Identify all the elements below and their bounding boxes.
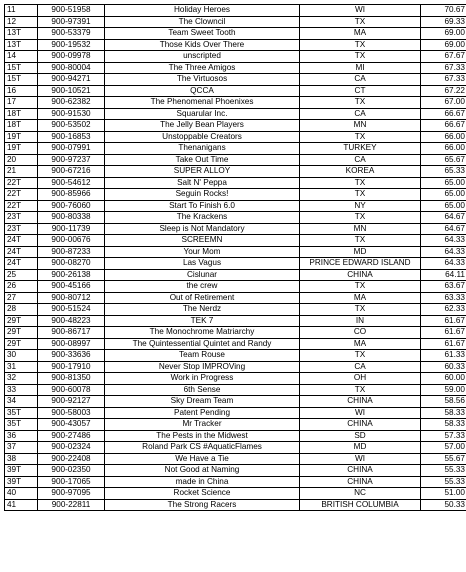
rank-cell: 40 [5,488,38,500]
results-table [4,4,466,511]
table-row [5,166,466,178]
table-row [5,407,466,419]
team-id-cell: 900-51958 [38,5,105,17]
team-id-cell: 900-54612 [38,177,105,189]
region-cell: KOREA [300,166,421,178]
team-name-cell: made in China [105,476,300,488]
team-name-cell: The Clowncil [105,16,300,28]
table-row [5,200,466,212]
rank-cell: 39T [5,465,38,477]
rank-cell: 37 [5,442,38,454]
team-name-cell: Seguin Rocks! [105,189,300,201]
region-cell: TX [300,384,421,396]
table-row [5,419,466,431]
region-cell: TX [300,281,421,293]
score-cell: 67.33 [421,74,466,86]
table-row [5,350,466,362]
score-cell: 69.33 [421,16,466,28]
score-cell: 65.33 [421,166,466,178]
team-id-cell: 900-08997 [38,338,105,350]
team-id-cell: 900-60078 [38,384,105,396]
team-name-cell: Mr Tracker [105,419,300,431]
score-cell: 64.33 [421,235,466,247]
team-id-cell: 900-02324 [38,442,105,454]
rank-cell: 22T [5,189,38,201]
score-cell: 58.33 [421,407,466,419]
team-name-cell: Never Stop IMPROVing [105,361,300,373]
team-id-cell: 900-43057 [38,419,105,431]
score-cell: 64.33 [421,246,466,258]
team-name-cell: The Monochrome Matriarchy [105,327,300,339]
team-name-cell: Start To Finish 6.0 [105,200,300,212]
team-id-cell: 900-10521 [38,85,105,97]
region-cell: NY [300,200,421,212]
team-id-cell: 900-51524 [38,304,105,316]
score-cell: 61.33 [421,350,466,362]
table-row [5,430,466,442]
team-name-cell: TEK 7 [105,315,300,327]
team-name-cell: Not Good at Naming [105,465,300,477]
score-cell: 59.00 [421,384,466,396]
team-name-cell: Squarular Inc. [105,108,300,120]
team-id-cell: 900-85966 [38,189,105,201]
rank-cell: 25 [5,269,38,281]
rank-cell: 23T [5,223,38,235]
team-id-cell: 900-87233 [38,246,105,258]
table-row [5,177,466,189]
region-cell: CA [300,108,421,120]
team-id-cell: 900-58003 [38,407,105,419]
region-cell: TX [300,235,421,247]
score-cell: 65.00 [421,189,466,201]
table-row [5,465,466,477]
team-name-cell: Team Rouse [105,350,300,362]
rank-cell: 35T [5,419,38,431]
score-cell: 65.67 [421,154,466,166]
region-cell: CA [300,154,421,166]
table-row [5,235,466,247]
table-row [5,453,466,465]
table-row [5,120,466,132]
table-row [5,97,466,109]
team-name-cell: The Phenomenal Phoenixes [105,97,300,109]
score-cell: 51.00 [421,488,466,500]
team-name-cell: SCREEMN [105,235,300,247]
results-table-body [5,5,466,511]
rank-cell: 27 [5,292,38,304]
table-row [5,258,466,270]
team-id-cell: 900-48223 [38,315,105,327]
team-name-cell: Rocket Science [105,488,300,500]
score-cell: 66.67 [421,108,466,120]
rank-cell: 30 [5,350,38,362]
rank-cell: 22T [5,200,38,212]
region-cell: MA [300,292,421,304]
team-id-cell: 900-92127 [38,396,105,408]
region-cell: CA [300,74,421,86]
table-row [5,442,466,454]
team-id-cell: 900-16853 [38,131,105,143]
region-cell: CT [300,85,421,97]
team-name-cell: The Krackens [105,212,300,224]
score-cell: 61.67 [421,338,466,350]
score-cell: 66.00 [421,143,466,155]
score-cell: 64.67 [421,223,466,235]
score-cell: 61.67 [421,315,466,327]
region-cell: SD [300,430,421,442]
team-id-cell: 900-19532 [38,39,105,51]
team-name-cell: Cislunar [105,269,300,281]
rank-cell: 21 [5,166,38,178]
team-name-cell: SUPER ALLOY [105,166,300,178]
score-cell: 63.33 [421,292,466,304]
rank-cell: 23T [5,212,38,224]
score-cell: 58.56 [421,396,466,408]
rank-cell: 22T [5,177,38,189]
table-row [5,189,466,201]
region-cell: TURKEY [300,143,421,155]
rank-cell: 24T [5,246,38,258]
region-cell: TX [300,131,421,143]
table-row [5,499,466,511]
region-cell: CHINA [300,269,421,281]
score-cell: 64.67 [421,212,466,224]
team-name-cell: 6th Sense [105,384,300,396]
team-name-cell: Unstoppable Creators [105,131,300,143]
rank-cell: 13T [5,39,38,51]
table-row [5,154,466,166]
table-row [5,85,466,97]
rank-cell: 33 [5,384,38,396]
team-name-cell: Holiday Heroes [105,5,300,17]
region-cell: WI [300,453,421,465]
rank-cell: 36 [5,430,38,442]
score-cell: 66.00 [421,131,466,143]
table-row [5,62,466,74]
team-name-cell: Take Out Time [105,154,300,166]
table-row [5,315,466,327]
team-name-cell: Patent Pending [105,407,300,419]
team-id-cell: 900-09978 [38,51,105,63]
rank-cell: 39T [5,476,38,488]
region-cell: MN [300,223,421,235]
team-name-cell: QCCA [105,85,300,97]
region-cell: TX [300,177,421,189]
table-row [5,304,466,316]
region-cell: TX [300,212,421,224]
region-cell: TX [300,39,421,51]
team-name-cell: The Strong Racers [105,499,300,511]
region-cell: MA [300,28,421,40]
rank-cell: 19T [5,143,38,155]
rank-cell: 16 [5,85,38,97]
rank-cell: 34 [5,396,38,408]
table-row [5,131,466,143]
region-cell: CA [300,361,421,373]
table-row [5,476,466,488]
rank-cell: 32 [5,373,38,385]
score-cell: 55.33 [421,476,466,488]
score-cell: 55.67 [421,453,466,465]
region-cell: WI [300,5,421,17]
table-row [5,384,466,396]
team-name-cell: Roland Park CS #AquaticFlames [105,442,300,454]
table-row [5,212,466,224]
rank-cell: 35T [5,407,38,419]
table-row [5,327,466,339]
team-id-cell: 900-17065 [38,476,105,488]
team-name-cell: Las Vagus [105,258,300,270]
score-cell: 65.00 [421,200,466,212]
rank-cell: 15T [5,62,38,74]
score-cell: 60.00 [421,373,466,385]
rank-cell: 24T [5,258,38,270]
score-cell: 66.67 [421,120,466,132]
team-name-cell: Thenanigans [105,143,300,155]
team-name-cell: Sky Dream Team [105,396,300,408]
team-name-cell: unscripted [105,51,300,63]
team-id-cell: 900-81350 [38,373,105,385]
region-cell: TX [300,16,421,28]
table-row [5,292,466,304]
score-cell: 62.33 [421,304,466,316]
team-id-cell: 900-17910 [38,361,105,373]
table-row [5,396,466,408]
region-cell: MD [300,442,421,454]
score-cell: 57.00 [421,442,466,454]
score-cell: 67.67 [421,51,466,63]
rank-cell: 24T [5,235,38,247]
score-cell: 67.33 [421,62,466,74]
region-cell: TX [300,51,421,63]
rank-cell: 11 [5,5,38,17]
score-cell: 67.00 [421,97,466,109]
table-row [5,361,466,373]
rank-cell: 29T [5,338,38,350]
team-id-cell: 900-86717 [38,327,105,339]
team-id-cell: 900-80712 [38,292,105,304]
team-id-cell: 900-91530 [38,108,105,120]
table-row [5,246,466,258]
table-row [5,281,466,293]
region-cell: MD [300,246,421,258]
team-name-cell: We Have a Tie [105,453,300,465]
rank-cell: 12 [5,16,38,28]
table-row [5,74,466,86]
region-cell: NC [300,488,421,500]
rank-cell: 29T [5,327,38,339]
score-cell: 50.33 [421,499,466,511]
team-name-cell: The Nerdz [105,304,300,316]
team-name-cell: The Quintessential Quintet and Randy [105,338,300,350]
rank-cell: 41 [5,499,38,511]
team-id-cell: 900-80004 [38,62,105,74]
team-id-cell: 900-94271 [38,74,105,86]
rank-cell: 38 [5,453,38,465]
region-cell: MI [300,62,421,74]
region-cell: CHINA [300,465,421,477]
team-id-cell: 900-67216 [38,166,105,178]
region-cell: MA [300,338,421,350]
team-name-cell: The Pests in the Midwest [105,430,300,442]
table-row [5,28,466,40]
region-cell: CHINA [300,476,421,488]
score-cell: 55.33 [421,465,466,477]
score-cell: 65.00 [421,177,466,189]
rank-cell: 28 [5,304,38,316]
team-id-cell: 900-53379 [38,28,105,40]
score-cell: 69.00 [421,28,466,40]
team-id-cell: 900-11739 [38,223,105,235]
region-cell: OH [300,373,421,385]
rank-cell: 19T [5,131,38,143]
team-name-cell: Those Kids Over There [105,39,300,51]
region-cell: PRINCE EDWARD ISLAND [300,258,421,270]
score-cell: 70.67 [421,5,466,17]
table-row [5,5,466,17]
team-id-cell: 900-97095 [38,488,105,500]
rank-cell: 29T [5,315,38,327]
rank-cell: 26 [5,281,38,293]
score-cell: 58.33 [421,419,466,431]
table-row [5,39,466,51]
team-id-cell: 900-26138 [38,269,105,281]
rank-cell: 14 [5,51,38,63]
rank-cell: 20 [5,154,38,166]
team-id-cell: 900-97237 [38,154,105,166]
team-id-cell: 900-33636 [38,350,105,362]
team-id-cell: 900-62382 [38,97,105,109]
score-cell: 60.33 [421,361,466,373]
team-name-cell: The Virtuosos [105,74,300,86]
team-name-cell: Your Mom [105,246,300,258]
team-id-cell: 900-08270 [38,258,105,270]
table-row [5,373,466,385]
rank-cell: 15T [5,74,38,86]
team-name-cell: The Jelly Bean Players [105,120,300,132]
rank-cell: 13T [5,28,38,40]
team-name-cell: The Three Amigos [105,62,300,74]
region-cell: MN [300,120,421,132]
team-id-cell: 900-97391 [38,16,105,28]
score-cell: 69.00 [421,39,466,51]
score-cell: 63.67 [421,281,466,293]
table-row [5,108,466,120]
region-cell: CHINA [300,419,421,431]
score-cell: 61.67 [421,327,466,339]
region-cell: IN [300,315,421,327]
score-cell: 57.33 [421,430,466,442]
region-cell: TX [300,97,421,109]
team-name-cell: Work in Progress [105,373,300,385]
team-id-cell: 900-27486 [38,430,105,442]
team-name-cell: Team Sweet Tooth [105,28,300,40]
rank-cell: 31 [5,361,38,373]
team-id-cell: 900-22408 [38,453,105,465]
rank-cell: 18T [5,120,38,132]
rank-cell: 17 [5,97,38,109]
region-cell: TX [300,189,421,201]
table-row [5,51,466,63]
team-id-cell: 900-02350 [38,465,105,477]
team-id-cell: 900-45166 [38,281,105,293]
team-id-cell: 900-07991 [38,143,105,155]
team-name-cell: Salt N' Peppa [105,177,300,189]
region-cell: TX [300,350,421,362]
region-cell: BRITISH COLUMBIA [300,499,421,511]
team-name-cell: the crew [105,281,300,293]
team-id-cell: 900-22811 [38,499,105,511]
region-cell: CHINA [300,396,421,408]
table-row [5,488,466,500]
table-row [5,143,466,155]
team-name-cell: Sleep is Not Mandatory [105,223,300,235]
score-cell: 64.11 [421,269,466,281]
table-row [5,16,466,28]
region-cell: TX [300,304,421,316]
score-cell: 64.33 [421,258,466,270]
team-id-cell: 900-76060 [38,200,105,212]
score-cell: 67.22 [421,85,466,97]
table-row [5,223,466,235]
region-cell: WI [300,407,421,419]
team-id-cell: 900-00676 [38,235,105,247]
team-id-cell: 900-80338 [38,212,105,224]
region-cell: CO [300,327,421,339]
table-row [5,338,466,350]
table-row [5,269,466,281]
team-id-cell: 900-53502 [38,120,105,132]
rank-cell: 18T [5,108,38,120]
team-name-cell: Out of Retirement [105,292,300,304]
